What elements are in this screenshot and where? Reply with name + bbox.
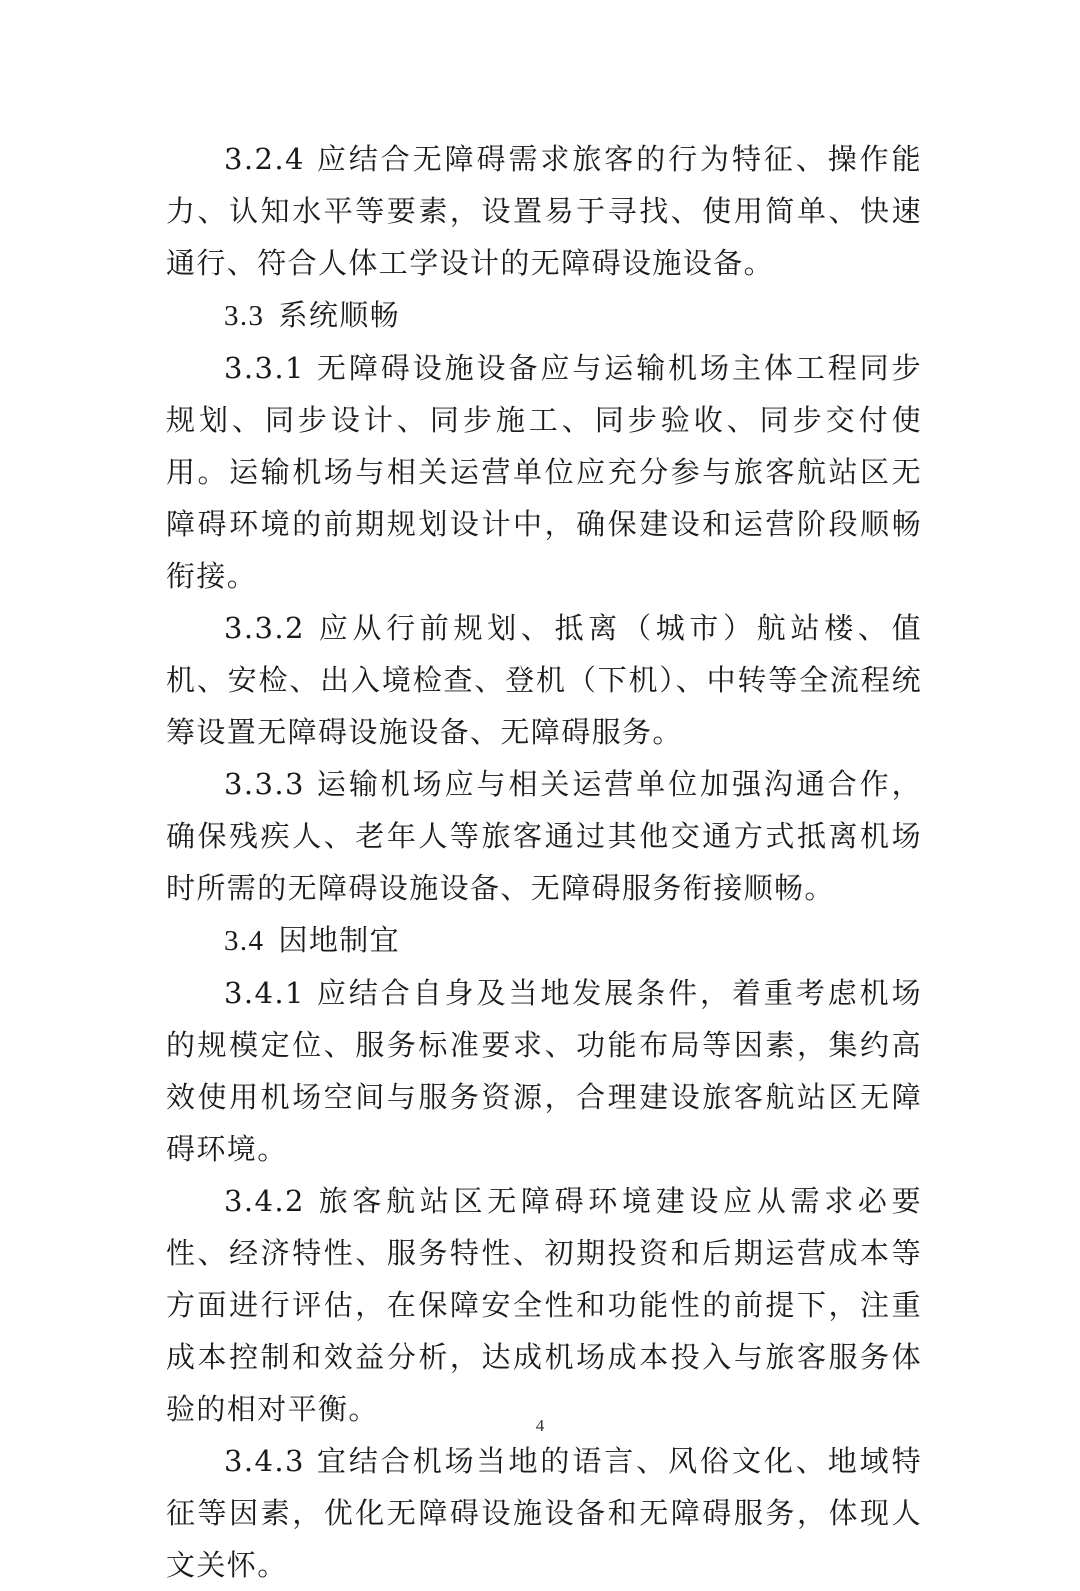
section-title: 系统顺畅	[278, 298, 401, 332]
clause-3-3-3: 3.3.3 运输机场应与相关运营单位加强沟通合作，确保残疾人、老年人等旅客通过其他交通方式抵离机场时所需的无障碍设施设备、无障碍服务衔接顺畅。	[166, 767, 922, 905]
section-number: 3.3	[224, 300, 265, 332]
section-number: 3.4	[224, 925, 265, 957]
section-heading-3-3	[166, 289, 922, 342]
clause-3-2-4: 3.2.4 应结合无障碍需求旅客的行为特征、操作能力、认知水平等要素，设置易于寻找、使用简单、快速通行、符合人体工学设计的无障碍设施设备。	[166, 142, 922, 280]
clause-3-4-3: 3.4.3 宜结合机场当地的语言、风俗文化、地域特征等因素，优化无障碍设施设备和无障碍服务，体现人文关怀。	[166, 1444, 922, 1582]
clause-3-4-2: 3.4.2 旅客航站区无障碍环境建设应从需求必要性、经济特性、服务特性、初期投资和后期运营成本等方面进行评估，在保障安全性和功能性的前提下，注重成本控制和效益分析，达成机场成本投入与旅客服务体验的相对平衡。	[166, 1184, 922, 1426]
clause-3-3-1: 3.3.1 无障碍设施设备应与运输机场主体工程同步规划、同步设计、同步施工、同步验收、同步交付使用。运输机场与相关运营单位应充分参与旅客航站区无障碍环境的前期规划设计中，确保建设和运营阶段顺畅衔接。	[166, 351, 922, 593]
clause-3-4-1: 3.4.1 应结合自身及当地发展条件，着重考虑机场的规模定位、服务标准要求、功能布局等因素，集约高效使用机场空间与服务资源，合理建设旅客航站区无障碍环境。	[166, 976, 922, 1166]
clause-3-3-2: 3.3.2 应从行前规划、抵离（城市）航站楼、值机、安检、出入境检查、登机（下机）、中转等全流程统筹设置无障碍设施设备、无障碍服务。	[166, 611, 922, 749]
section-heading-3-4	[166, 914, 922, 967]
section-title: 因地制宜	[278, 923, 401, 957]
page-number: 4	[535, 1416, 545, 1435]
document-body	[166, 133, 922, 1591]
